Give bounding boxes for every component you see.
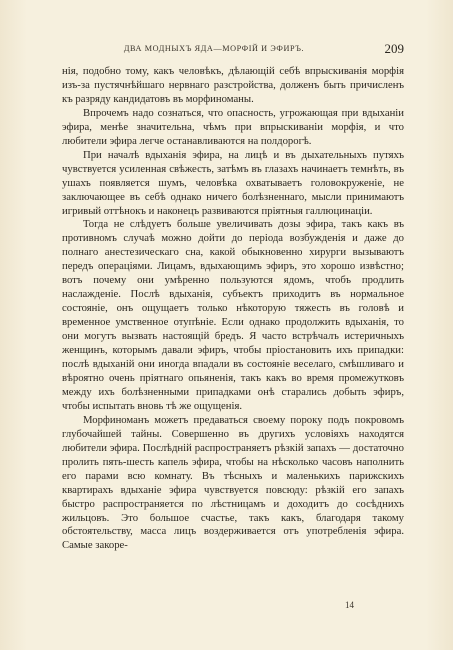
paragraph: Тогда не слѣдуетъ больше увеличивать дозы эфира, такъ какъ въ противномъ случаѣ можно дойти до періода возбужденія и даже до полнаго анестезическаго сна, какой обыкновенно хирурги вызываютъ передъ операціями. Лицамъ, вдыхающимъ эфиръ, это хорошо извѣстно; вотъ почему они умѣренно пользуются ядомъ, чтобъ продлить наслажденіе. Послѣ вдыханія, субъектъ приходитъ въ нормальное состояніе, онъ ощущаетъ только нѣкоторую тяжесть въ головѣ и временное умственное отупѣніе. Если однако продолжить вдыханія, то они могутъ вызвать настоящій бредъ. Я часто встрѣчалъ истеричныхъ женщинъ, которымъ давали эфиръ, чтобы пріостановить ихъ припадки: послѣ вдыханій они иногда впадали въ состояніе веселаго, смѣшливаго и вѣроятно очень пріятнаго опьяненія, такъ какъ во время промежутковъ между ихъ болѣзненными припадками онѣ старались добыть эфиръ, чтобы испытать вновь тѣ же ощущенія. [62,218,404,412]
page-number: 209 [384,41,404,56]
page-header [62,41,404,58]
paragraph-continuation: нія, подобно тому, какъ человѣкъ, дѣлающій себѣ впрыскиванія морфія изъ-за пустячнѣйшаго нервнаго разстройства, долженъ быть причисленъ къ разряду кандидатовъ въ морфиноманы. [62,65,404,105]
running-head: ДВА МОДНЫХЪ ЯДА—МОРФІЙ И ЭФИРЪ. [123,44,305,53]
body-text [62,65,404,553]
paragraph: Морфиноманъ можетъ предаваться своему пороку подъ покровомъ глубочайшей тайны. Совершенно въ другихъ условіяхъ находятся любители эфира. Послѣдній распространяетъ рѣзкій запахъ — достаточно пролить пять-шесть капель эфира, чтобы на нѣсколько часовъ наполнить его парами всю комнату. Въ тѣсныхъ и маленькихъ парижскихъ квартирахъ вдыханіе эфира чувствуется повсюду: рѣзкій его запахъ быстро распространяется по лѣстницамъ и доходитъ до сосѣднихъ жильцовъ. Это большое счастье, такъ какъ, благодаря такому обстоятельству, масса лицъ воздерживается отъ употребленія эфира. Самые закоре- [62,413,404,552]
paragraph: Впрочемъ надо сознаться, что опасность, угрожающая при вдыханіи эфира, менѣе значительна, чѣмъ при впрыскиваніи морфія, и что любители эфира легче останавливаются на полдорогѣ. [62,106,404,147]
paragraph: При началѣ вдыханія эфира, на лицѣ и въ дыхательныхъ путяхъ чувствуется усиленная свѣжесть, затѣмъ въ глазахъ начинаетъ темнѣть, въ ушахъ появляется шумъ, человѣка охватываетъ головокруженіе, не заключающее въ себѣ однако ничего болѣзненнаго, мысли принимаютъ игривый оттѣнокъ и наконецъ развиваются пріятныя галлюцинаціи. [62,148,404,217]
signature-mark: 14 [345,600,354,610]
